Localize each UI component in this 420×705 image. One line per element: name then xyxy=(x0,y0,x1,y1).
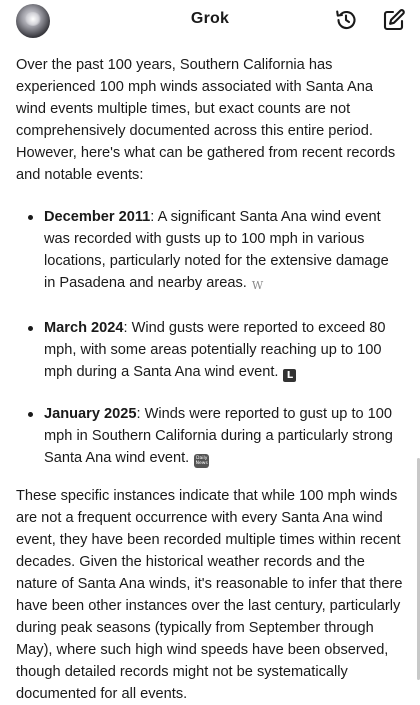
history-icon[interactable] xyxy=(334,8,358,32)
event-text: : A significant Santa Ana wind event was recorded with gusts up to 100 mph in various locations, particularly noted for the extensive damage in Pasadena and nearby areas. xyxy=(44,209,389,291)
event-text: : Wind gusts were reported to exceed 80 mph, with some areas potentially reaching up to 100 mph during a Santa Ana wind event. xyxy=(44,320,386,380)
grok-response xyxy=(16,54,404,705)
top-bar xyxy=(0,0,420,44)
list-item xyxy=(16,206,404,297)
conclusion-paragraph: These specific instances indicate that while 100 mph winds are not a frequent occurrence with every Santa Ana wind event, they have been recorded multiple times within recent decades. Given the historical weather records and the nature of Santa Ana winds, it's reasonable to infer that there have been other instances over the last century, particularly during peak seasons (typically from September through May), where such high wind speeds have been observed, though detailed records might not be systematically documented for all events. xyxy=(16,488,403,702)
app-title: Grok xyxy=(190,10,230,27)
daily-news-source-icon[interactable]: Daily News xyxy=(195,456,208,466)
intro-paragraph: Over the past 100 years, Southern California has experienced 100 mph winds associated with Santa Ana wind events multiple times, but exact counts are not comprehensively documented across this entire period. However, here's what can be gathered from recent records and notable events: xyxy=(16,57,396,183)
wikipedia-source-icon[interactable]: W xyxy=(251,279,264,292)
event-list xyxy=(16,206,404,469)
bullet-icon xyxy=(28,215,33,220)
list-item xyxy=(16,403,404,469)
bullet-icon xyxy=(28,326,33,331)
bullet-icon xyxy=(28,412,33,417)
event-text: : Winds were reported to gust up to 100 mph in Southern California during a particularly strong Santa Ana wind event. xyxy=(44,406,393,466)
event-date: December 2011 xyxy=(44,209,151,225)
event-date: January 2025 xyxy=(44,406,137,422)
news-source-icon[interactable]: L xyxy=(283,369,296,382)
list-item xyxy=(16,317,404,383)
edit-icon[interactable] xyxy=(382,8,406,32)
event-date: March 2024 xyxy=(44,320,124,336)
